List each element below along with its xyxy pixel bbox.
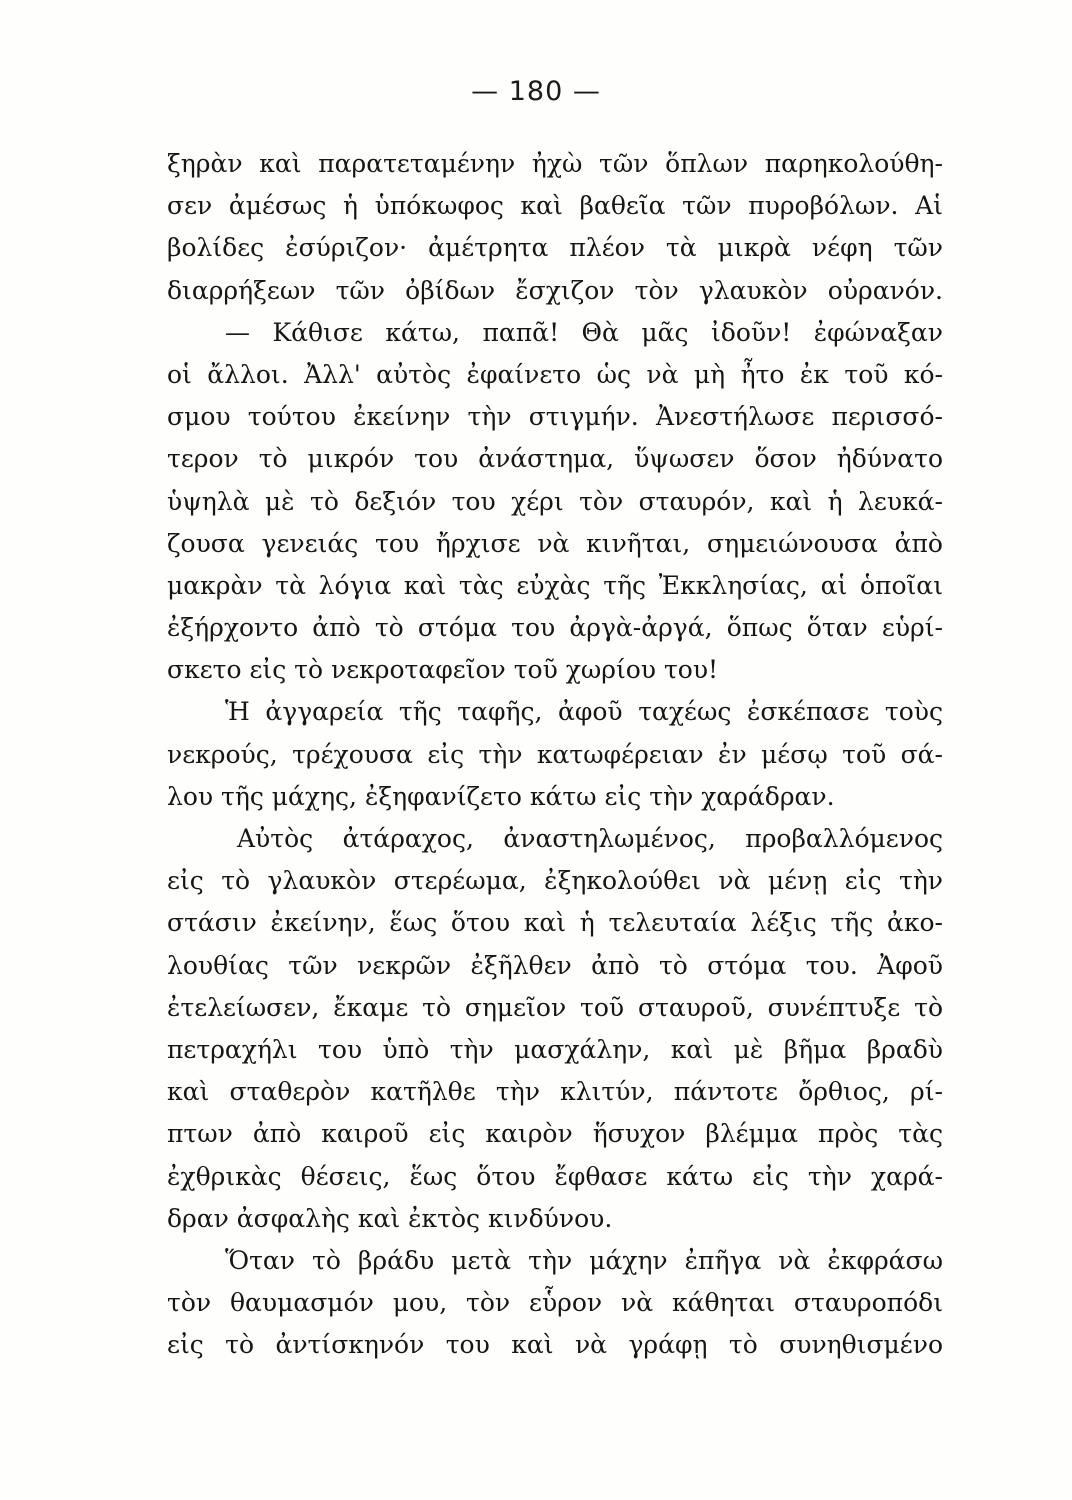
- text-line: στάσιν ἐκείνην, ἕως ὅτου καὶ ἡ τελευταία λέξις τῆς ἀκο-: [167, 908, 943, 938]
- text-line: σμου τούτου ἐκείνην τὴν στιγμήν. Ἀνεστήλωσε περισσό-: [167, 402, 943, 432]
- text-line: πετραχήλι του ὑπὸ τὴν μασχάλην, καὶ μὲ βῆμα βραδὺ: [167, 1034, 943, 1064]
- text-line: ἐξήρχοντο ἀπὸ τὸ στόμα του ἀργὰ-ἀργά, ὅπως ὅταν εὑρί-: [167, 613, 943, 643]
- text-line: ἐτελείωσεν, ἔκαμε τὸ σημεῖον τοῦ σταυροῦ, συνέπτυξε τὸ: [167, 992, 943, 1022]
- text-line: Ὅταν τὸ βράδυ μετὰ τὴν μάχην ἐπῆγα νὰ ἐκφράσω: [225, 1245, 943, 1275]
- text-line: δραν ἀσφαλὴς καὶ ἐκτὸς κινδύνου.: [167, 1203, 613, 1233]
- text-line: σεν ἀμέσως ἡ ὑπόκωφος καὶ βαθεῖα τῶν πυροβόλων. Αἱ: [167, 191, 943, 221]
- text-line: τερον τὸ μικρόν του ἀνάστημα, ὕψωσεν ὅσον ἠδύνατο: [167, 444, 943, 474]
- text-line: ξηρὰν καὶ παρατεταμένην ἠχὼ τῶν ὅπλων παρηκολούθη-: [167, 149, 943, 178]
- text-line: ἐχθρικὰς θέσεις, ἕως ὅτου ἔφθασε κάτω εἰς τὴν χαρά-: [167, 1161, 943, 1191]
- text-line: βολίδες ἐσύριζον· ἀμέτρητα πλέον τὰ μικρὰ νέφη τῶν: [167, 233, 943, 263]
- text-line: μακρὰν τὰ λόγια καὶ τὰς εὐχὰς τῆς Ἐκκλησίας, αἱ ὁποῖαι: [167, 570, 943, 600]
- text-line: Ἡ ἀγγαρεία τῆς ταφῆς, ἀφοῦ ταχέως ἐσκέπασε τοὺς: [225, 697, 943, 727]
- text-line: νεκρούς, τρέχουσα εἰς τὴν κατωφέρειαν ἐν μέσῳ τοῦ σά-: [167, 739, 943, 769]
- text-line: εἰς τὸ ἀντίσκηνόν του καὶ νὰ γράφῃ τὸ συνηθισμένο: [167, 1330, 943, 1360]
- text-line: λουθίας τῶν νεκρῶν ἐξῆλθεν ἀπὸ τὸ στόμα του. Ἀφοῦ: [167, 950, 943, 980]
- text-line: λου τῆς μάχης, ἐξηφανίζετο κάτω εἰς τὴν χαράδραν.: [167, 781, 835, 811]
- text-line: πτων ἀπὸ καιροῦ εἰς καιρὸν ἥσυχον βλέμμα πρὸς τὰς: [167, 1119, 943, 1149]
- text-line: — Κάθισε κάτω, παπᾶ! Θὰ μᾶς ἰδοῦν! ἐφώναξαν: [225, 317, 943, 347]
- page-number: — 180 —: [471, 76, 601, 107]
- text-line: Αὐτὸς ἀτάραχος, ἀναστηλωμένος, προβαλλόμενος: [237, 824, 943, 853]
- text-line: εἰς τὸ γλαυκὸν στερέωμα, ἐξηκολούθει νὰ μένῃ εἰς τὴν: [167, 866, 943, 896]
- body-text: [167, 143, 943, 1366]
- text-line: ζουσα γενειάς του ἤρχισε νὰ κινῆται, σημειώνουσα ἀπὸ: [167, 528, 943, 558]
- text-line: καὶ σταθερὸν κατῆλθε τὴν κλιτύν, πάντοτε ὄρθιος, ρί-: [167, 1077, 943, 1107]
- text-line: οἱ ἄλλοι. Ἀλλ' αὐτὸς ἐφαίνετο ὡς νὰ μὴ ἦτο ἐκ τοῦ κό-: [167, 359, 943, 389]
- text-line: ὑψηλὰ μὲ τὸ δεξιόν του χέρι τὸν σταυρόν, καὶ ἡ λευκά-: [167, 486, 943, 516]
- text-line: διαρρήξεων τῶν ὀβίδων ἔσχιζον τὸν γλαυκὸν οὐρανόν.: [167, 275, 943, 305]
- text-line: τὸν θαυμασμόν μου, τὸν εὗρον νὰ κάθηται σταυροπόδι: [167, 1288, 943, 1318]
- text-line: σκετο εἰς τὸ νεκροταφεῖον τοῦ χωρίου του!: [167, 655, 719, 685]
